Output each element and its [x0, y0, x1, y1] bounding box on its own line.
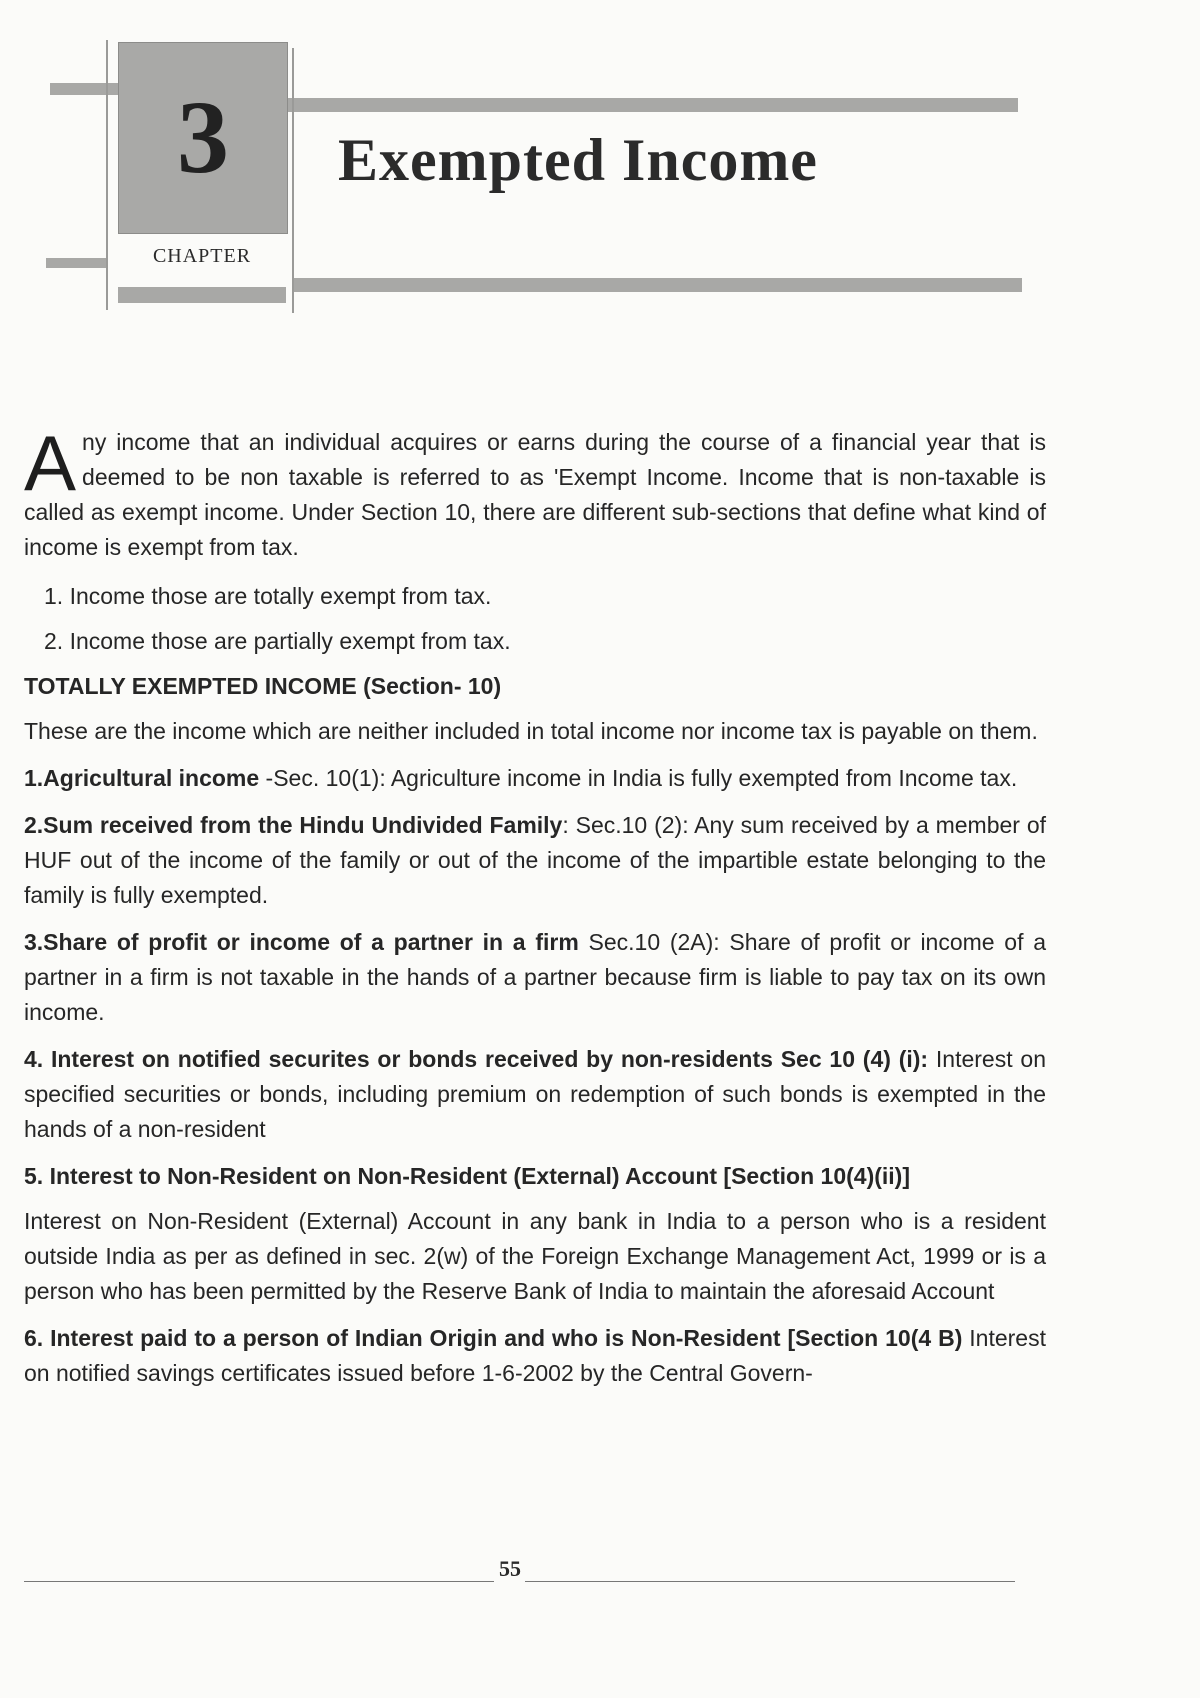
- item-notified-securities: [24, 1042, 1046, 1147]
- chapter-label: CHAPTER: [152, 245, 252, 267]
- item-title: 1.Agricultural income: [24, 765, 260, 791]
- section-intro: These are the income which are neither included in total income nor income tax is payable on them.: [24, 718, 1038, 744]
- page-number: 55: [499, 1556, 521, 1581]
- item-indian-origin: [24, 1321, 1046, 1391]
- item-text: -Sec. 10(1): Agriculture income in India is fully exempted from Income tax.: [259, 765, 1018, 791]
- header-bar-bottom-box: [118, 287, 286, 303]
- item-text: Sec.10 (2A): Share of profit or income of a partner in a firm is not taxable in the hands of a partner because firm is liable to pay tax on its own income.: [24, 929, 1047, 1025]
- item-huf-sum: [24, 808, 1046, 913]
- header-rule-left: [106, 40, 108, 310]
- item-nre-account-title: 5. Interest to Non-Resident on Non-Resident (External) Account [Section 10(4)(ii)]: [24, 1163, 910, 1189]
- header-bar-mid-left: [46, 258, 108, 268]
- item-text: : Sec.10 (2): Any sum received by a member of HUF out of the income of the family or out of the income of the impartible estate belonging to the family is fully exempted.: [24, 812, 1046, 908]
- item-text: Interest on notified savings certificates issued before 1-6-2002 by the Central Govern-: [24, 1325, 1046, 1386]
- page-content: [24, 419, 1047, 1403]
- item-nre-account-text: Interest on Non-Resident (External) Account in any bank in India to a person who is a resident outside India as per as defined in sec. 2(w) of the Foreign Exchange Management Act, 1999 or is a person who has been permitted by the Reserve Bank of India to maintain the aforesaid Account: [24, 1208, 1046, 1304]
- list-item: 2. Income those are partially exempt from tax.: [44, 628, 511, 654]
- drop-cap: A: [24, 419, 77, 507]
- intro-paragraph: [24, 419, 1046, 565]
- header-bar-top-left: [50, 83, 120, 95]
- footer-rule-right: [525, 1581, 1015, 1582]
- header-bar-top-right: [288, 98, 1018, 112]
- item-title: 6. Interest paid to a person of Indian Origin and who is Non-Resident [Section 10(4 B): [24, 1325, 963, 1351]
- header-bar-bottom-right: [294, 278, 1022, 292]
- exempt-types-list: [44, 579, 1046, 659]
- intro-text: ny income that an individual acquires or earns during the course of a financial year that is deemed to be non taxable is referred to as 'Exempt Income. Income that is non-taxable is called as exempt income. Under Section 10, there are different sub-sections that define what kind of income is exempt from tax.: [24, 429, 1046, 560]
- footer-rule-left: [24, 1581, 494, 1582]
- item-title: 4. Interest on notified securites or bonds received by non-residents Sec 10 (4) (i):: [24, 1046, 929, 1072]
- item-agricultural-income: [24, 761, 1046, 796]
- section-heading: TOTALLY EXEMPTED INCOME (Section- 10): [24, 673, 502, 699]
- header-rule-right: [292, 48, 294, 313]
- list-item: 1. Income those are totally exempt from tax.: [44, 583, 492, 609]
- item-partner-share: [24, 925, 1046, 1030]
- chapter-number-box: [118, 42, 288, 234]
- item-title: 3.Share of profit or income of a partner in a firm: [24, 929, 579, 955]
- item-text: Interest on specified securities or bonds, including premium on redemption of such bonds is exempted in the hands of a non-resident: [24, 1046, 1046, 1142]
- chapter-number: 3: [177, 80, 229, 195]
- chapter-title: Exempted Income: [338, 127, 818, 193]
- item-title: 2.Sum received from the Hindu Undivided Family: [24, 812, 563, 838]
